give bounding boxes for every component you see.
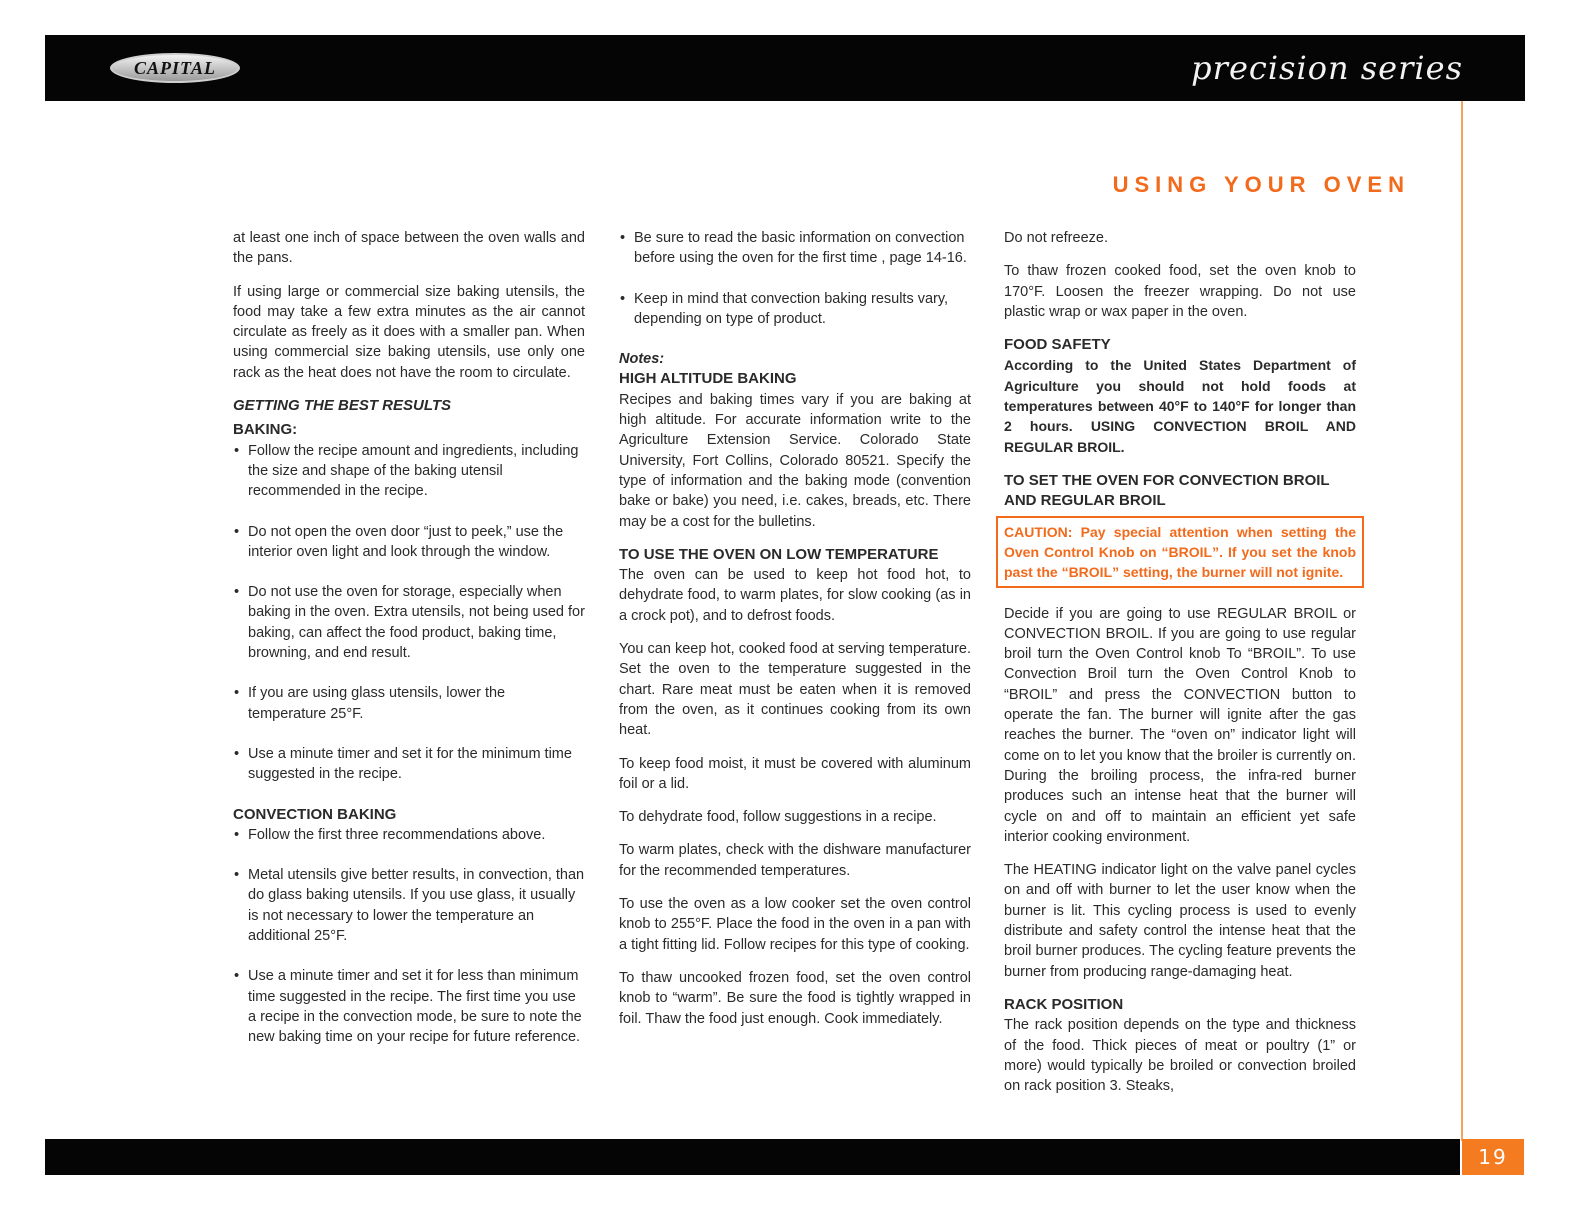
paragraph: To warm plates, check with the dishware manufacturer for the recommended temperatures. (619, 842, 971, 879)
heading-best-results: GETTING THE BEST RESULTS (233, 397, 452, 415)
list-item: • Use a minute timer and set it for less than minimum time suggested in the recipe. The first time you use a recipe in the convection mode, be sure to note the new baking time on your recipe for future reference. (233, 966, 585, 1047)
paragraph: To thaw frozen cooked food, set the oven knob to 170°F. Loosen the freezer wrapping. Do not use plastic wrap or wax paper in the oven. (1004, 263, 1356, 320)
paragraph: at least one inch of space between the oven walls and the pans. (233, 230, 585, 267)
heading-food-safety: FOOD SAFETY (1004, 336, 1111, 354)
list-item: • If you are using glass utensils, lower the temperature 25°F. (233, 683, 585, 724)
food-safety-text: According to the United States Department of Agriculture you should not hold foods at temperatures between 40°F to 140°F for longer than 2 hours. USING CONVECTION BROIL AND REGULAR BROIL. (1004, 357, 1356, 455)
paragraph: The rack position depends on the type and thickness of the food. Thick pieces of meat or poultry (1” or more) would typically be broiled or convection broiled on rack position 3. Steaks, (1004, 1017, 1356, 1095)
list-item: • Metal utensils give better results, in convection, than do glass baking utensils. If you use glass, it usually is not necessary to lower the temperature an additional 25°F. (233, 865, 585, 946)
paragraph: To use the oven as a low cooker set the oven control knob to 255°F. Place the food in the oven in a pan with a tight fitting lid. Follow recipes for this type of cooking. (619, 896, 971, 953)
paragraph: If using large or commercial size baking utensils, the food may take a few extra minutes as the air cannot circulate as freely as it does with a smaller pan. When using commercial size baking utensils, use only one rack as the heat does not have the room to circulate. (233, 283, 585, 381)
list-item: • Do not use the oven for storage, especially when baking in the oven. Extra utensils, not being used for baking, can affect the food product, baking time, browning, and end result. (233, 582, 585, 663)
heading-rack-position: RACK POSITION (1004, 995, 1124, 1013)
paragraph: Decide if you are going to use REGULAR BROIL or CONVECTION BROIL. If you are going to use regular broil turn the Oven Control knob To “BROIL”. To use Convection Broil turn the Oven Control Knob to “BROIL” and press the CONVECTION button to operate the fan. The burner will ignite after the gas reaches the burner. The “oven on” indicator light will come on to let you know that the broiler is currently on. During the broiling process, the infra-red burner produces such an intense heat that the burner will cycle on and off to maintain an efficient yet safe interior cooking environment. (1004, 605, 1356, 845)
caution-box: CAUTION: Pay special attention when setting the Oven Control Knob on “BROIL”. If you set the knob past the “BROIL” setting, the burner will not ignite. (996, 516, 1364, 588)
list-item: • Do not open the oven door “just to peek,” use the interior oven light and look through the window. (233, 522, 585, 563)
paragraph: The HEATING indicator light on the valve panel cycles on and off with burner to let the user know when the burner is lit. This cycling process is used to evenly distribute and safety control the intense heat that the broil burner produces. The cycling feature prevents the burner from producing range-damaging heat. (1004, 862, 1356, 980)
paragraph: Recipes and baking times vary if you are baking at high altitude. For accurate information write to the Agriculture Extension Service. Colorado State University, Fort Collins, Colorado 80521. Specify the type of information and the baking mode (convention bake or bake) you need, i.e. cakes, breads, etc. There may be a cost for the bulletins. (619, 391, 971, 530)
notes-label: Notes: (619, 351, 665, 368)
paragraph: To keep food moist, it must be covered with aluminum foil or a lid. (619, 755, 971, 792)
heading-low-temperature: TO USE THE OVEN ON LOW TEMPERATURE (619, 545, 939, 563)
list-item: • Keep in mind that convection baking results vary, depending on type of product. (619, 289, 971, 330)
page-number: 19 (1462, 1139, 1524, 1175)
paragraph: To dehydrate food, follow suggestions in a recipe. (619, 809, 937, 826)
column-3 (1004, 228, 1356, 1109)
header-bar (45, 35, 1525, 101)
column-2 (619, 228, 971, 1042)
section-title: USING YOUR OVEN (1112, 172, 1410, 197)
convection-notes-list (619, 228, 971, 329)
list-item: • Follow the recipe amount and ingredients, including the size and shape of the baking utensil recommended in the recipe. (233, 441, 585, 502)
series-wordmark: precision series (1191, 49, 1463, 87)
convection-list (233, 825, 585, 1048)
footer-bar (45, 1139, 1460, 1175)
heading-convection-baking: CONVECTION BAKING (233, 805, 397, 823)
margin-rule (1461, 101, 1463, 1141)
paragraph: Do not refreeze. (1004, 230, 1108, 246)
paragraph: The oven can be used to keep hot food hot, to dehydrate food, to warm plates, for slow cooking (as in a crock pot), and to defrost foods. (619, 567, 971, 624)
list-item: • Use a minute timer and set it for the minimum time suggested in the recipe. (233, 744, 585, 785)
heading-high-altitude: HIGH ALTITUDE BAKING (619, 370, 797, 388)
column-1 (233, 228, 585, 1068)
list-item: • Follow the first three recommendations above. (233, 825, 585, 845)
baking-list (233, 441, 585, 785)
paragraph: You can keep hot, cooked food at serving temperature. Set the oven to the temperature suggested in the chart. Rare meat must be eaten when it is removed from the oven, as it continues cooking from its own heat. (619, 641, 971, 739)
list-item: • Be sure to read the basic information on convection before using the oven for the first time , page 14-16. (619, 228, 971, 269)
capital-logo: CAPITAL (110, 53, 240, 83)
paragraph: To thaw uncooked frozen food, set the oven control knob to “warm”. Be sure the food is tightly wrapped in foil. Thaw the food just enough. Cook immediately. (619, 969, 971, 1027)
heading-broil: TO SET THE OVEN FOR CONVECTION BROIL AND REGULAR BROIL (1004, 471, 1330, 510)
heading-baking: BAKING: (233, 421, 298, 439)
